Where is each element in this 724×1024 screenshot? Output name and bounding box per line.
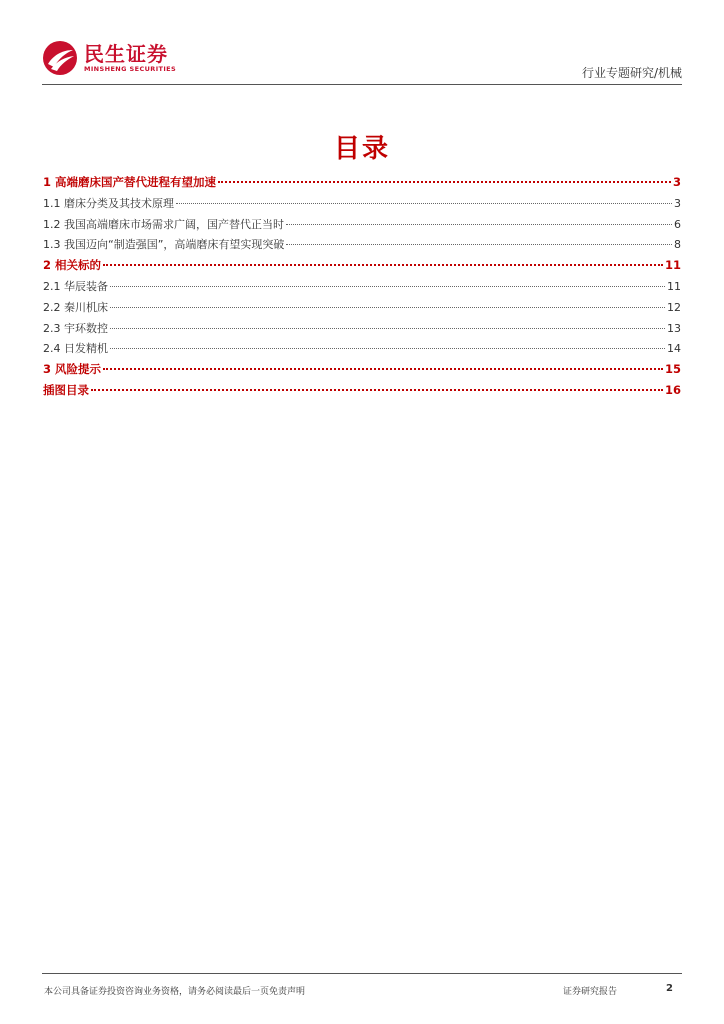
toc-dot-leader [91,389,663,391]
report-category: 行业专题研究/机械 [581,66,682,80]
toc-entry[interactable] [43,195,681,216]
minsheng-logo-icon [42,40,78,76]
toc-entry-page: 8 [674,238,681,252]
toc-entry-page: 15 [664,362,681,377]
toc-entry-label: 1.1 磨床分类及其技术原理 [43,196,174,210]
toc-entry-label: 1 高端磨床国产替代进程有望加速 [43,175,217,189]
toc-entry[interactable] [43,257,681,278]
header-divider [42,84,682,85]
toc-entry[interactable] [43,340,681,361]
toc-dot-leader [218,181,671,183]
toc-entry-label: 2.1 华辰装备 [43,279,108,293]
footer-disclaimer: 本公司具备证券投资咨询业务资格，请务必阅读最后一页免责声明 [44,987,306,997]
toc-entry-label: 1.3 我国迈向“制造强国”，高端磨床有望实现突破 [43,238,285,252]
toc-entry-label: 插图目录 [43,382,89,397]
toc-entry[interactable] [43,278,681,299]
toc-dot-leader [110,348,665,349]
toc-dot-leader [103,264,663,266]
toc-entry-label: 2.4 日发精机 [43,342,108,356]
toc-dot-leader [176,203,672,204]
toc-dot-leader [286,244,672,245]
footer-divider [42,973,682,974]
toc-dot-leader [110,286,665,287]
toc-entry-page: 6 [674,217,681,231]
toc-entry[interactable] [43,382,681,403]
toc-entry-page: 12 [667,300,681,314]
toc-entry[interactable] [43,299,681,320]
table-of-contents [43,174,681,403]
toc-entry-label: 1.2 我国高端磨床市场需求广阔，国产替代正当时 [43,217,284,231]
toc-dot-leader [110,328,665,329]
brand-name-cn: 民生证券 [84,41,168,66]
brand-logo [42,40,176,76]
footer-page-number: 2 [666,983,673,994]
toc-entry[interactable] [43,236,681,257]
toc-entry-label: 2.2 秦川机床 [43,300,108,314]
toc-entry-page: 3 [674,196,681,210]
toc-entry-page: 11 [664,258,681,273]
toc-entry-page: 14 [667,342,681,356]
toc-entry[interactable] [43,361,681,382]
toc-entry-page: 16 [664,382,681,397]
toc-entry[interactable] [43,174,681,195]
toc-entry-label: 2.3 宇环数控 [43,321,108,335]
toc-dot-leader [286,224,672,225]
toc-title: 目录 [333,134,390,164]
toc-entry-label: 3 风险提示 [43,362,102,377]
toc-entry-page: 11 [667,279,681,293]
toc-entry-page: 13 [667,321,681,335]
page-header [42,40,682,84]
toc-dot-leader [103,368,663,370]
brand-name-en: MINSHENG SECURITIES [84,64,177,73]
toc-entry[interactable] [43,320,681,341]
footer-report-type: 证券研究报告 [563,987,618,997]
toc-entry[interactable] [43,216,681,237]
toc-dot-leader [110,307,665,308]
toc-entry-label: 2 相关标的 [43,258,102,273]
toc-entry-page: 3 [672,175,681,189]
